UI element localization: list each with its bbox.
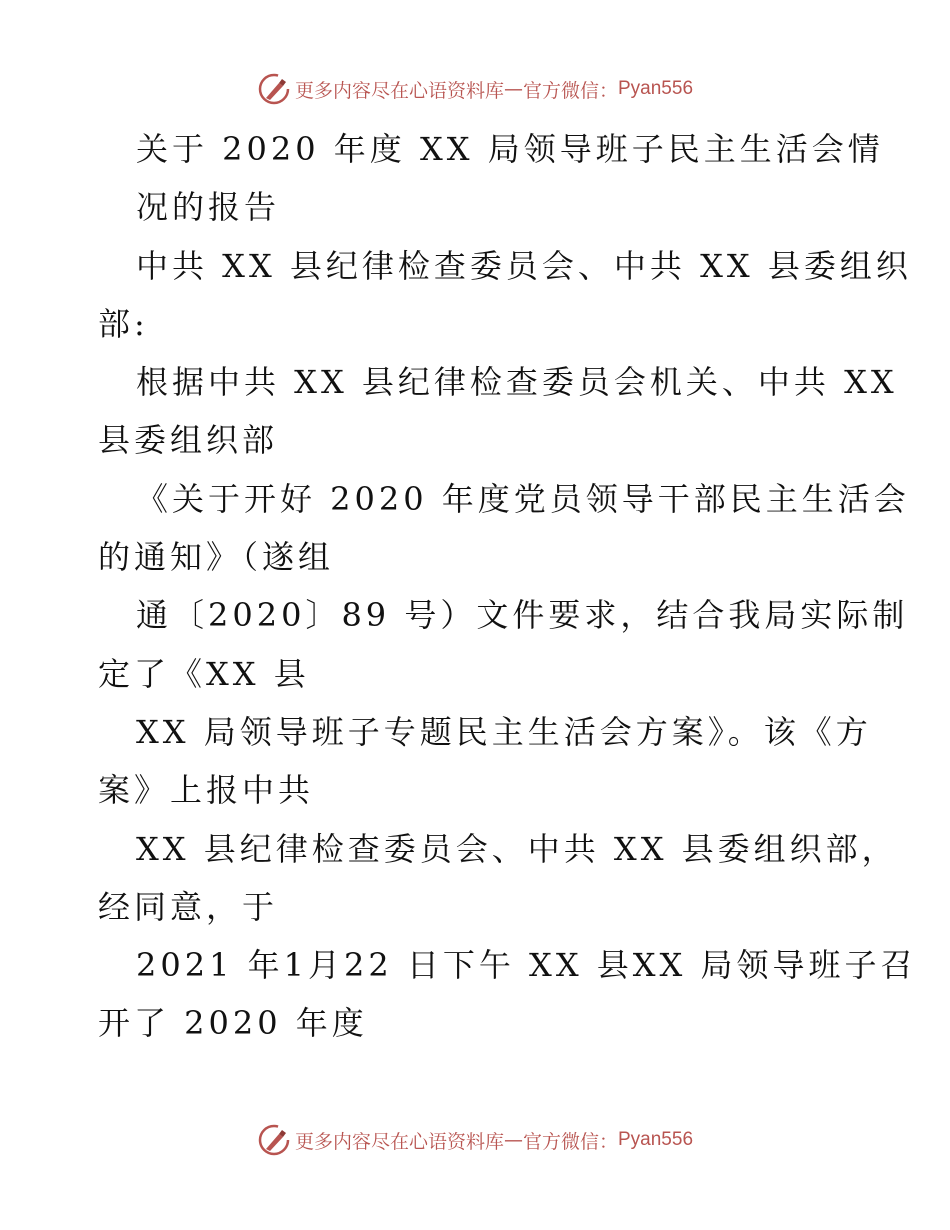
recipient-line-2: 部:: [98, 304, 149, 343]
body-line: XX 局领导班子专题民主生活会方案》。该《方: [136, 712, 872, 751]
header-watermark: [0, 69, 950, 109]
body-line: 通〔2020〕89 号）文件要求，结合我局实际制: [136, 596, 909, 635]
body-line: 案》上报中共: [98, 771, 315, 810]
body-line: 开了 2020 年度: [98, 1004, 368, 1043]
body-line: 2021 年1月22 日下午 XX 县XX 局领导班子召: [136, 946, 917, 985]
pen-logo-icon: [257, 72, 291, 106]
watermark-brand: 更多内容尽在心语资料库: [294, 1130, 504, 1153]
body-line: 《关于开好 2020 年度党员领导干部民主生活会: [136, 479, 910, 518]
footer-watermark: [0, 1120, 950, 1160]
recipient-line-1: 中共 XX 县纪律检查委员会、中共 XX 县委组织: [136, 246, 912, 285]
document-body: [98, 120, 917, 1053]
watermark-separator: —: [503, 78, 523, 100]
body-line: 经同意，于: [98, 887, 279, 926]
watermark-wechat-id: Pyan556: [618, 1129, 694, 1150]
body-line: 根据中共 XX 县纪律检查委员会机关、中共 XX: [136, 363, 898, 402]
watermark-brand: 更多内容尽在心语资料库: [294, 79, 504, 102]
watermark-separator: —: [503, 1129, 523, 1151]
pen-logo-icon: [257, 1123, 291, 1157]
watermark-wechat-label: 官方微信：: [522, 1130, 618, 1153]
body-line: 的通知》（遂组: [98, 538, 335, 577]
watermark-wechat-id: Pyan556: [618, 78, 694, 99]
title-line-2: 况的报告: [136, 188, 281, 227]
body-line: 定了《XX 县: [98, 654, 310, 693]
title-line-1: 关于 2020 年度 XX 局领导班子民主生活会情: [136, 130, 884, 168]
body-line: 县委组织部: [98, 421, 279, 460]
watermark-wechat-label: 官方微信：: [522, 79, 618, 102]
body-line: XX 县纪律检查委员会、中共 XX 县委组织部，: [136, 829, 898, 868]
